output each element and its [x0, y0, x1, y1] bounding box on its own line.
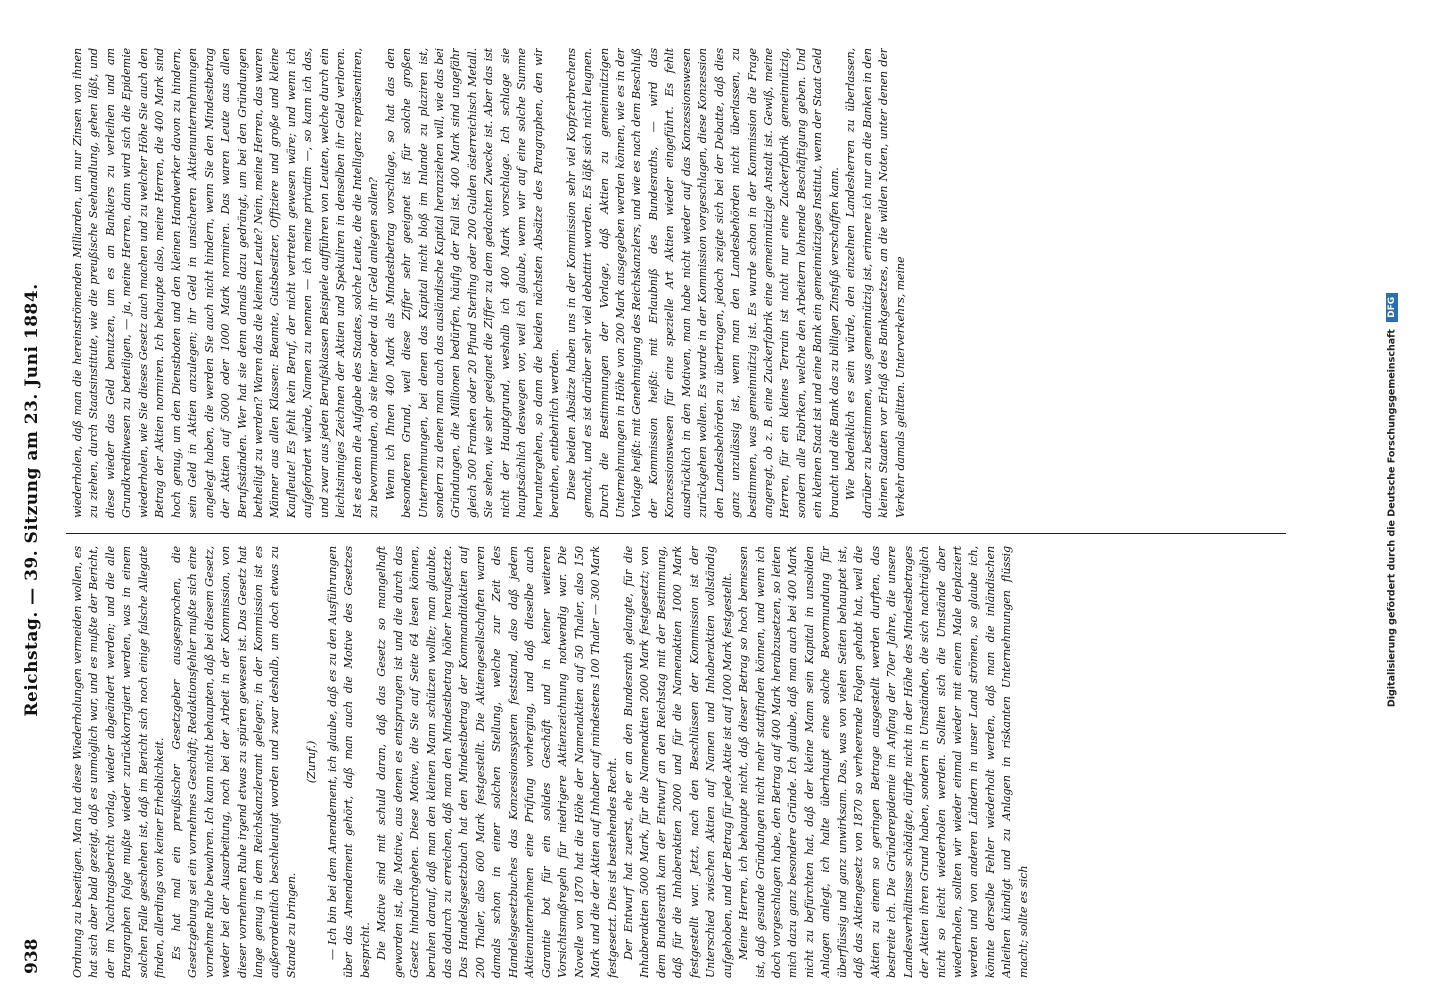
- dfg-logo: DFG: [1386, 293, 1398, 322]
- column-divider: [66, 533, 1286, 534]
- running-title: Reichstag. — 39. Sitzung am 23. Juni 1884.: [22, 283, 42, 717]
- paragraph: wiederholen, daß man die hereinströmenden Milliarden, um nur Zinsen von ihnen zu ziehen, durch Staatsinstitute, wie die preußische Seehandlung, gehen läßt, und diese wieder das Geld benutzen, um es an Bankiers zu verleihen und am Grundkreditwesen zu beteiligen, — ja, meine Herren, dann wird sich die Epidemie wiederholen, wie Sie dieses Gesetz auch machen und zu welcher Höhe Sie auch den Betrag der Aktien normiren. Ich behaupte also, meine Herren, die 400 Mark sind hoch genug, um den Dienstboten und den kleinen Handwerker davon zu hindern, sein Geld in Aktien anzulegen; ihr Geld in unsicheren Aktienunternehmungen angelegt haben, die werden Sie auch nicht hindern, wenn Sie den Mindestbetrag der Aktien auf 5000 oder 1000 Mark normiren. Das waren Leute aus allen Berufsständen. Wer hat sie denn damals dazu gedrängt, um bei den Gründungen betheiligt zu werden? Waren das die kleinen Leute? Nein, meine Herren, das waren Männer aus allen Klassen: Beamte, Gutsbesitzer, Offiziere und große und kleine Kaufleute! Es fehlt kein Beruf, der nicht vertreten gewesen wäre; und wenn ich aufgefordert würde, Namen zu nennen — ich meine privatim —, so kann ich das, und zwar aus jeden Berufsklassen Beispiele aufführen von Leuten, welche durch ein leichtsinniges Zeichnen der Aktien und Spekuliren in denselben ihr Geld verloren. Ist es denn die Aufgabe des Staates, solche Leute, die die Intelligenz repräsentiren, zu bevormunden, ob sie hier oder da ihr Geld anlegen sollen?: [71, 48, 381, 518]
- paragraph: Ordnung zu beseitigen. Man hat diese Wiederholungen vermeiden wollen, es hat sich aber bald gezeigt, daß es unmöglich war, und es mußte der Bericht, der im Nachtragsbericht vorlag, wieder abgeändert werden; und die alle Paragraphen folge mußte wieder zurückkorrigiert werden, was in einem solchen Falle geschehen ist, daß im Bericht sich noch einige falsche Allegate finden, allerdings von keiner Erheblichkeit.: [71, 546, 167, 978]
- paragraph: Es hat mal ein preußischer Gesetzgeber ausgesprochen, die Gesetzgebung sei ein vornehmes Geschäft; Redaktionsfehler mußte sich eine vornehme Ruhe bewahren. Ich kann nicht behaupten, daß bei diesem Gesetz, weder bei der Ausarbeitung, noch bei der Arbeit in der Kommission, von dieser vornehmen Ruhe irgend etwas zu spüren gewesen ist. Das Gesetz hat lange genug in dem Reichskanzleramt gelegen; in der Kommission ist es außerordentlich beschleunigt worden und zwar deshalb, um doch etwas zu Stande zu bringen.: [169, 546, 298, 978]
- page-number: 938: [22, 938, 42, 974]
- paragraph: Diese beiden Absätze haben uns in der Kommission sehr viel Kopfzerbrechens gemacht, und es ist darüber sehr viel debattirt worden. Es läßt sich nicht leugnen. Durch die Bestimmungen der Vorlage, daß Aktien zu gemeinnützigen Unternehmungen in Höhe von 200 Mark ausgegeben werden können, wie es in der Vorlage heißt: mit Genehmigung des Reichskanzlers, und wie es nach dem Beschluß der Kommission heißt: mit Erlaubniß des Bundesraths, — wird das Konzessionswesen für eine spezielle Art Aktien wieder eingeführt. Es fehlt ausdrücklich in den Motiven, man habe nicht wieder auf das Konzessionswesen zurückgehen wollen. Es wurde in der Kommission vorgeschlagen, diese Konzession den Landesbehörden zu übertragen, jedoch zeigte sich bei der Debatte, daß dies ganz unzulässig ist, wenn man den Landesbehörden nicht überlassen, zu bestimmen, was gemeinnützig ist. Es wurde schon in der Kommission die Frage angeregt, ob z. B. eine Zuckerfabrik eine gemeinnützige Anstalt ist. Gewiß, meine Herren, für ein kleines Terrain ist nicht nur eine Zuckerfabrik gemeinnützig, sondern alle Fabriken, welche den Arbeitern lohnende Beschäftigung geben. Und ein kleinen Staat ist und eine Bank ein gemeinnütziges Institut, wenn der Staat Geld braucht und die Bank das zu billigen Zinsfuß verschaffen kann.: [564, 48, 841, 518]
- digitization-text: Digitalisierung gefördert durch die Deutsche Forschungsgemeinschaft: [1386, 329, 1398, 708]
- paragraph: Wenn ich Ihnen 400 Mark als Mindestbetrag vorschlage, so hat das den besonderen Grund, weil diese Ziffer sehr geeignet ist für solche großen Unternehmungen, bei denen das Kapital nicht bloß im Inlande zu plaziren ist, sondern zu denen man auch das ausländische Kapital heranziehen will, wie das bei Gründungen, die Millionen bedürfen, häufig der Fall ist. 400 Mark sind ungefähr gleich 500 Franken oder 20 Pfund Sterling oder 200 Gulden österreichisch Metall. Sie sehen, wie sehr geeignet die Ziffer zu dem gedachten Zwecke ist. Aber das ist nicht der Hauptgrund, weshalb ich 400 Mark vorschlage. Ich schlage sie hauptsächlich deswegen vor, weil ich glaube, wenn wir auf eine solche Summe heruntergehen, so dann die beiden nächsten Absätze des Paragraphen, den wir berathen, entbehrlich werden.: [383, 48, 562, 518]
- paragraph: — Ich bin bei dem Amendement, ich glaube, daß es zu den Ausführungen über das Amendement gehört, daß man auch die Motive des Gesetzes bespricht.: [325, 546, 372, 978]
- paragraph: Meine Herren, ich behaupte nicht, daß dieser Betrag so hoch bemessen ist, daß gesunde Gründungen nicht mehr stattfinden können, und wenn ich doch vorgeschlagen habe, den Betrag auf 400 Mark herabzusetzen, so leiten mich dazu ganz besondere Gründe. Ich glaube, daß man auch bei 400 Mark nicht zu befürchten hat, daß der kleine Mann sein Kapital in unsoliden Anlagen anlegt, ich halte überhaupt eine solche Bevormundung für überflüssig und ganz unwirksam. Das, was von vielen Seiten behauptet ist, daß das Aktiengesetz von 1870 so verheerende Folgen gehabt hat, weil die Aktien zu einem so geringen Betrage ausgestellt werden durften, das bestreite ich. Die Gründerepidemie im Anfang der 70er Jahre, die unsere Landesverhältnisse schädigte, dürfte nicht in der Höhe des Mindestbetrages der Aktien ihren Grund haben, sondern in Umständen, die sich nachträglich nicht so leicht wiederholen werden. Sollten sich die Umstände aber wiederholen, sollten wir wieder einmal wieder mit einem Male deplaziert werden und von anderen Ländern in unser Land strömen, so glaube ich, könnte derselbe Fehler wiederholt werden, daß man die inländischen Anleihen kündigt und zu Anlagen in riskanten Unternehmungen flüssig macht; sollte es sich: [737, 546, 1030, 978]
- left-column: [70, 546, 1400, 978]
- paragraph: Die Motive sind mit schuld daran, daß das Gesetz so mangelhaft geworden ist, die Motive, aus denen es entsprungen ist und die durch das Gesetz hindurchgehen. Diese Motive, die Sie auf Seite 64 lesen können, beruhen darauf, daß man den kleinen Mann schützen wollte; man glaubte, das dadurch zu erreichen, daß man den Mindestbetrag höher heraufsetzte. Das Handelsgesetzbuch hat den Mindestbetrag der Kommanditaktien auf 200 Thaler, also 600 Mark festgestellt. Die Aktiengesellschaften waren damals schon in einer solchen Stellung, welche zur Zeit des Handelsgesetzbuches das Konzessionssystem feststand, also daß jedem Aktienunternehmen eine Prüfung vorherging, und daß dieselbe auch Garantie bot für ein solides Geschäft und in keiner weiteren Vorsichtsmaßregeln für niedrigere Aktienzeichnung notwendig war. Die Novelle von 1870 hat die Höhe der Namenaktien auf 50 Thaler, also 150 Mark und die der Aktien auf Inhaber auf mindestens 100 Thaler — 300 Mark festgesetzt. Dies ist bestehendes Recht.: [375, 546, 619, 978]
- page-header: [0, 0, 58, 1000]
- paragraph: Der Entwurf hat zuerst, ehe er an den Bundesrath gelangte, für die Inhaberaktien 5000 Mark, für die Namenaktien 2000 Mark festgesetzt; von dem Bundesrath kam der Entwurf an den Reichstag mit der Bestimmung, daß für die Inhaberaktien 2000 und für die Namenaktien 1000 Mark festgestellt war. Jetzt, nach den Beschlüssen der Kommission ist der Unterschied zwischen Aktien auf Namen und Inhaberaktien vollständig aufgehoben, und der Betrag für jede Aktie ist auf 1000 Mark festgestellt.: [621, 546, 734, 978]
- paragraph: Wie bedenklich es sein würde, den einzelnen Landesherren zu überlassen, darüber zu bestimmen, was gemeinnützig ist, erinnere ich nur an die Banken in den kleinen Staaten vor Erlaß des Bankgesetzes, an die wilden Noten, unter denen der Verkehr damals gelitten. Unterverkehrs, meine: [844, 48, 907, 518]
- right-column: [70, 48, 1400, 518]
- digitization-notice: [1386, 0, 1410, 1000]
- interjection: (Zuruf.): [305, 740, 319, 784]
